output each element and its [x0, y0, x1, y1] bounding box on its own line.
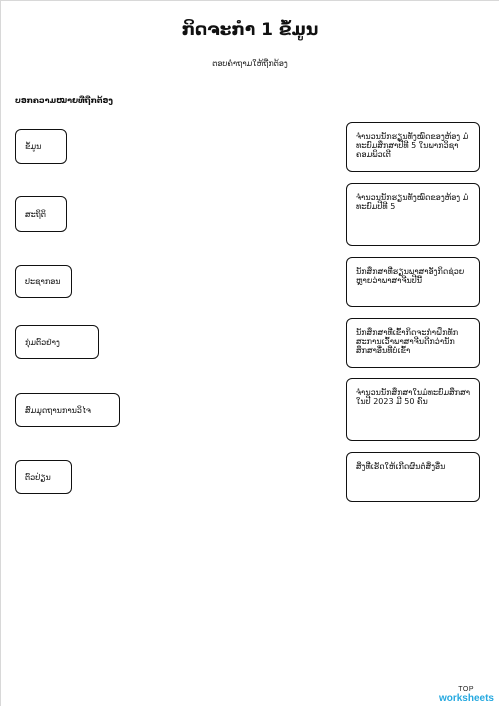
term-box[interactable]: [15, 393, 120, 427]
definition-text: ຈຳນວນນັກຮຽນທັງໝົດຂອງຫ້ອງ ມໍທະຍົມປີທີ 5: [356, 193, 469, 211]
definition-box[interactable]: [346, 183, 480, 246]
definition-box[interactable]: [346, 452, 480, 502]
term-box[interactable]: [15, 325, 99, 359]
page-subtitle: ຕອບຄຳຖາມໃຫ້ຖືກຕ້ອງ: [212, 59, 288, 68]
definition-text: ສິ່ງທີ່ເຮັດໃຫ້ເກີດຜົນຕໍ່ສິ່ງອື່ນ: [356, 462, 446, 471]
instruction-text: ບອກຄວາມໝາຍທີ່ຖືກຕ້ອງ: [15, 96, 113, 105]
definition-box[interactable]: [346, 318, 480, 368]
definition-box[interactable]: [346, 378, 480, 441]
definition-box[interactable]: [346, 122, 480, 172]
page-title: ກິດຈະກຳ 1 ຂໍ້ມູນ: [181, 20, 319, 40]
definition-text: ຈຳນວນນັກສຶກສາໃນມໍທະຍົມສຶກສາ ໃນປີ 2023 ມີ 50 ຄົນ: [356, 388, 471, 406]
term-box[interactable]: [15, 460, 72, 494]
term-box[interactable]: [15, 196, 67, 232]
term-label: ສົມມຸດຖານການວິໄຈ: [25, 405, 91, 415]
definition-box[interactable]: [346, 257, 480, 307]
logo-top-text: TOP: [458, 686, 474, 693]
definition-text: ຈຳນວນນັກຮຽນທັງໝົດຂອງຫ້ອງ ມໍທະຍົມສຶກສາປີທີ 5 ໃນພາກວິຊາຄອມພິວເຕີ: [356, 132, 469, 159]
term-label: ປະຊາກອນ: [25, 277, 61, 286]
definition-text: ນັກສຶກສາທີ່ຮຽນພາສາອັງກິດຊ່ວຍ ຫຼາຍວ່າພາສາຈີນປີນີ້: [356, 267, 465, 285]
term-box[interactable]: [15, 129, 67, 164]
term-label: ກຸ່ມຕົວຢ່າງ: [25, 337, 60, 347]
term-box[interactable]: [15, 265, 72, 298]
definition-text: ນັກສຶກສາທີ່ເຂົ້າກິດຈະກຳຝຶກທັກສະການເວົ້າພາສາຈີນດີກວ່ານັກສຶກສາອື່ນທີ່ບໍ່ເຂົ້າ: [356, 328, 459, 355]
topworksheets-logo: [439, 685, 494, 703]
term-label: ຂໍ້ມູນ: [25, 142, 42, 151]
term-label: ຕົວປ່ຽນ: [25, 472, 51, 482]
term-label: ສະຖິຕິ: [25, 209, 46, 219]
logo-brand-text: worksheets: [438, 693, 494, 704]
